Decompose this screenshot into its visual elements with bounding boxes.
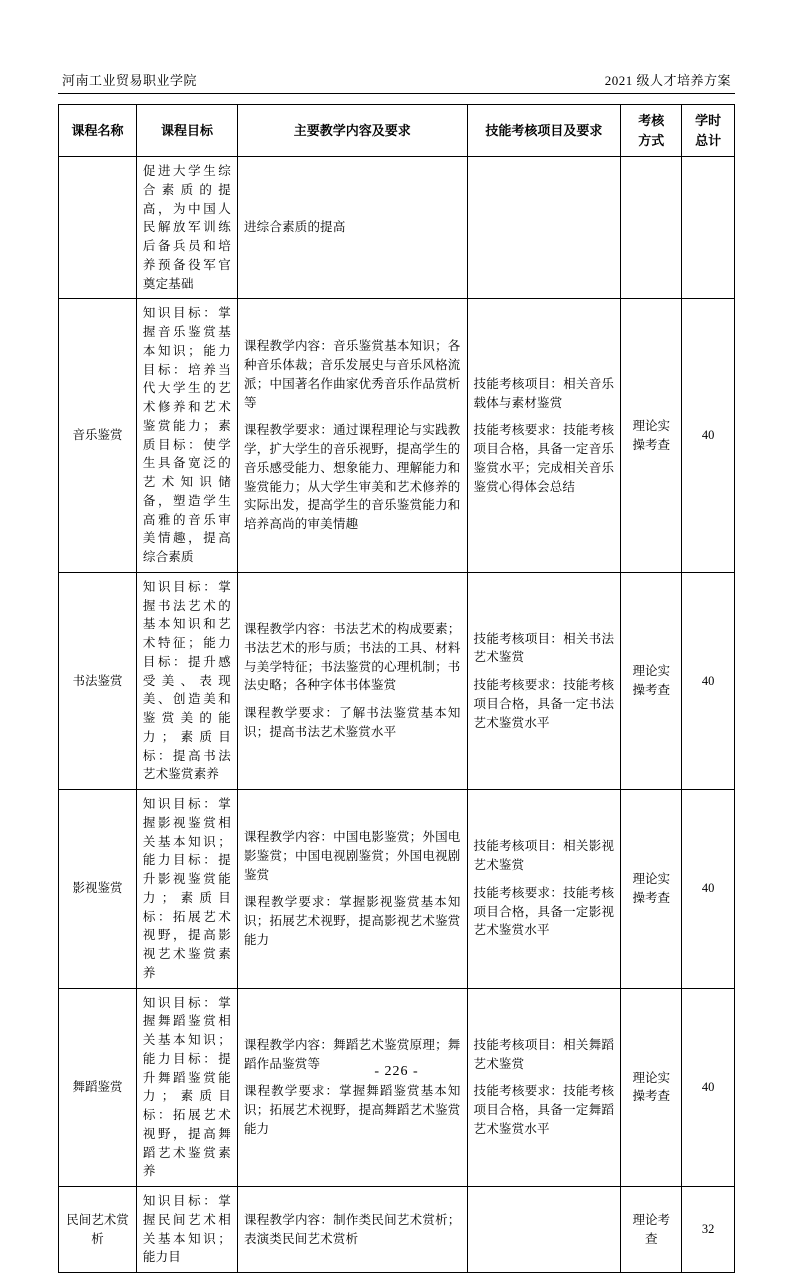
cell-course-goal: 促进大学生综合素质的提高，为中国人民解放军训练后备兵员和培养预备役军官奠定基础 [136, 157, 237, 299]
cell-assessment-method: 理论实操考查 [621, 790, 682, 989]
cell-teaching-content [237, 1187, 467, 1273]
assessment-method-line1: 考核 [638, 113, 665, 128]
cell-skill-assessment [467, 299, 621, 573]
skill-paragraph: 技能考核要求：技能考核项目合格，具备一定书法艺术鉴赏水平 [473, 678, 615, 730]
table-header-row [59, 105, 735, 157]
cell-assessment-method: 理论实操考查 [621, 572, 682, 789]
cell-teaching-content [237, 790, 467, 989]
total-hours-line2: 总计 [695, 132, 722, 148]
column-header-teaching-content: 主要教学内容及要求 [237, 105, 467, 157]
content-paragraph: 课程教学内容：书法艺术的构成要素；书法艺术的形与质；书法的工具、材料与美学特征；书法鉴赏的心理机制；书法史略；各种字体书体鉴赏 [243, 622, 461, 693]
table-row [59, 157, 735, 299]
column-header-total-hours [682, 105, 735, 157]
cell-course-goal: 知识目标：掌握书法艺术的基本知识和艺术特征；能力目标：提升感受美、表现美、创造美和鉴赏美的能力；素质目标：提高书法艺术鉴赏素养 [136, 572, 237, 789]
content-paragraph: 课程教学内容：音乐鉴赏基本知识；各种音乐体裁；音乐发展史与音乐风格流派；中国著名作曲家优秀音乐作品赏析等 [243, 339, 461, 410]
cell-teaching-content [237, 157, 467, 299]
content-paragraph: 课程教学要求：通过课程理论与实践教学，扩大学生的音乐视野，提高学生的音乐感受能力、想象能力、理解能力和鉴赏能力；从大学生审美和艺术修养的实际出发，提高学生的音乐鉴赏能力和培养高尚的审美情趣 [243, 423, 461, 531]
skill-paragraph: 技能考核要求：技能考核项目合格，具备一定舞蹈艺术鉴赏水平 [473, 1084, 615, 1136]
cell-skill-assessment [467, 1187, 621, 1273]
cell-skill-assessment [467, 157, 621, 299]
cell-total-hours [682, 157, 735, 299]
header-institution: 河南工业贸易职业学院 [62, 73, 198, 88]
skill-paragraph: 技能考核项目：相关书法艺术鉴赏 [473, 631, 615, 665]
cell-assessment-method: 理论实操考查 [621, 988, 682, 1187]
cell-assessment-method: 理论考查 [621, 1187, 682, 1273]
cell-total-hours: 32 [682, 1187, 735, 1273]
cell-assessment-method: 理论实操考查 [621, 299, 682, 573]
content-paragraph: 课程教学内容：舞蹈艺术鉴赏原理；舞蹈作品鉴赏等 [243, 1037, 461, 1071]
cell-course-name: 影视鉴赏 [59, 790, 137, 989]
column-header-course-name: 课程名称 [59, 105, 137, 157]
page-header [58, 70, 735, 94]
table-row [59, 988, 735, 1187]
skill-paragraph: 技能考核要求：技能考核项目合格，具备一定影视艺术鉴赏水平 [473, 885, 615, 938]
table-row [59, 299, 735, 573]
cell-total-hours: 40 [682, 790, 735, 989]
cell-course-goal: 知识目标：掌握民间艺术相关基本知识；能力目 [136, 1187, 237, 1273]
cell-skill-assessment [467, 988, 621, 1187]
content-paragraph: 课程教学要求：了解书法鉴赏基本知识；提高书法艺术鉴赏水平 [243, 706, 461, 739]
skill-paragraph: 技能考核项目：相关影视艺术鉴赏 [473, 839, 615, 873]
content-paragraph: 课程教学要求：掌握影视鉴赏基本知识；拓展艺术视野，提高影视艺术鉴赏能力 [243, 895, 461, 947]
content-paragraph: 课程教学内容：制作类民间艺术赏析；表演类民间艺术赏析 [243, 1212, 461, 1246]
table-row [59, 1187, 735, 1273]
cell-skill-assessment [467, 572, 621, 789]
cell-course-name: 书法鉴赏 [59, 572, 137, 789]
table-row [59, 572, 735, 789]
table-row [59, 790, 735, 989]
column-header-course-goal: 课程目标 [136, 105, 237, 157]
cell-course-name [59, 157, 137, 299]
assessment-method-line2: 方式 [638, 132, 665, 148]
cell-total-hours: 40 [682, 988, 735, 1187]
content-paragraph: 课程教学内容：中国电影鉴赏；外国电影鉴赏；中国电视剧鉴赏；外国电视剧鉴赏 [243, 830, 461, 882]
skill-paragraph: 技能考核要求：技能考核项目合格，具备一定音乐鉴赏水平；完成相关音乐鉴赏心得体会总结 [473, 423, 615, 494]
page-number: - 226 - [374, 1064, 419, 1079]
skill-paragraph: 技能考核项目：相关舞蹈艺术鉴赏 [473, 1037, 615, 1071]
cell-course-name: 民间艺术赏析 [59, 1187, 137, 1273]
cell-teaching-content [237, 299, 467, 573]
cell-course-goal: 知识目标：掌握舞蹈鉴赏相关基本知识；能力目标：提升舞蹈鉴赏能力；素质目标：拓展艺术视野，提高舞蹈艺术鉴赏素养 [136, 988, 237, 1187]
page-footer [0, 1064, 793, 1080]
cell-skill-assessment [467, 790, 621, 989]
header-document-title: 2021 级人才培养方案 [604, 73, 731, 88]
cell-teaching-content [237, 572, 467, 789]
cell-total-hours: 40 [682, 572, 735, 789]
cell-total-hours: 40 [682, 299, 735, 573]
total-hours-line1: 学时 [695, 113, 722, 128]
cell-course-name: 舞蹈鉴赏 [59, 988, 137, 1187]
cell-assessment-method [621, 157, 682, 299]
content-paragraph: 进综合素质的提高 [243, 220, 346, 235]
cell-teaching-content [237, 988, 467, 1187]
cell-course-name: 音乐鉴赏 [59, 299, 137, 573]
cell-course-goal: 知识目标：掌握音乐鉴赏基本知识；能力目标：培养当代大学生的艺术修养和艺术鉴赏能力；素质目标：使学生具备宽泛的艺术知识储备，塑造学生高雅的音乐审美情趣，提高综合素质 [136, 299, 237, 573]
skill-paragraph: 技能考核项目：相关音乐载体与素材鉴赏 [473, 376, 615, 410]
column-header-skill-assessment: 技能考核项目及要求 [467, 105, 621, 157]
curriculum-table [58, 104, 735, 1273]
content-paragraph: 课程教学要求：掌握舞蹈鉴赏基本知识；拓展艺术视野，提高舞蹈艺术鉴赏能力 [243, 1084, 461, 1136]
cell-course-goal: 知识目标：掌握影视鉴赏相关基本知识；能力目标：提升影视鉴赏能力；素质目标：拓展艺术视野，提高影视艺术鉴赏素养 [136, 790, 237, 989]
column-header-assessment-method [621, 105, 682, 157]
